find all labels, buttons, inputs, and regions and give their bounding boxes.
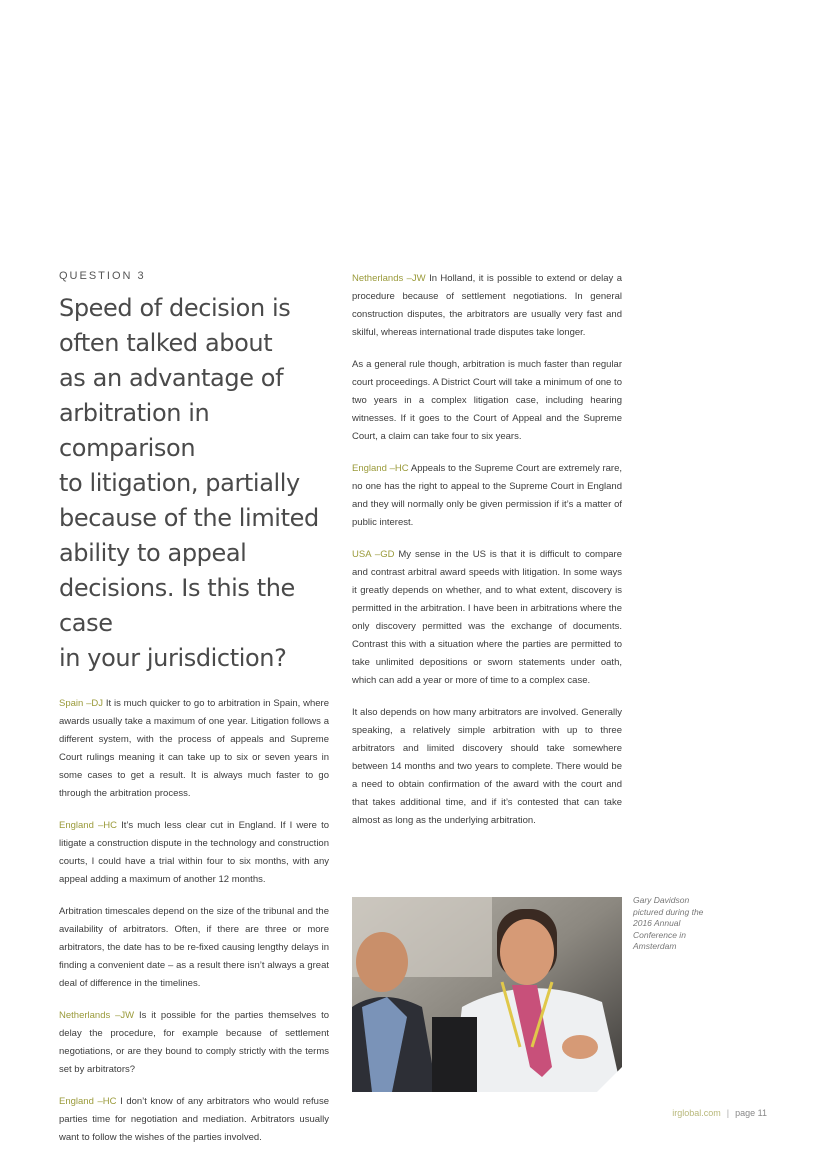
right-column — [352, 270, 622, 844]
photo-illustration — [352, 897, 622, 1092]
speaker-label: Spain –DJ — [59, 698, 104, 709]
paragraph-text: My sense in the US is that it is difficult to compare and contrast arbitral award speeds with litigation. In some ways it greatly depends on whether, and to what extent, discovery is permitted in the arbitration. I have been in arbitrations where the only discovery permitted was the exchange of documents. Contrast this with a situation where the parties are permitted to take unlimited depositions or sworn statements under oath, which can add a year or more of time to a complex case. — [352, 549, 622, 686]
headline-line: arbitration in comparison — [59, 399, 210, 462]
question-headline — [59, 291, 329, 676]
page-footer — [672, 1108, 767, 1118]
page-number: page 11 — [735, 1108, 767, 1118]
headline-line: decisions. Is this the case — [59, 574, 295, 637]
speaker-label: Netherlands –JW — [352, 273, 426, 284]
speaker-label: England –HC — [59, 820, 117, 831]
answer-paragraph — [352, 270, 622, 342]
answer-paragraph — [352, 460, 622, 532]
headline-line: as an advantage of — [59, 364, 284, 392]
paragraph-text: It’s much less clear cut in England. If I were to litigate a construction dispute in the technology and construction courts, I could have a trial within four to six months, with any appeal adding a maximum of another 12 months. — [59, 820, 329, 885]
answer-paragraph — [59, 1007, 329, 1079]
paragraph-text: In Holland, it is possible to extend or delay a procedure because of settlement negotiations. In general construction disputes, the arbitrators are usually very fast and skilful, whereas international trade disputes take longer. — [352, 273, 622, 338]
paragraph-text: Appeals to the Supreme Court are extremely rare, no one has the right to appeal to the Supreme Court in England and they will normally only be given permission if it’s a matter of public interest. — [352, 463, 622, 528]
conference-photo — [352, 897, 622, 1092]
answer-paragraph — [352, 356, 622, 446]
headline-line: to litigation, partially — [59, 469, 300, 497]
answer-paragraph — [352, 546, 622, 690]
headline-line: because of the limited — [59, 504, 319, 532]
speaker-label: USA –GD — [352, 549, 395, 560]
answer-paragraph — [352, 704, 622, 830]
footer-site-link[interactable]: irglobal.com — [672, 1108, 721, 1118]
paragraph-text: Arbitration timescales depend on the size of the tribunal and the availability of arbitrators. Often, if there are three or more arbitrators, the date has to be re-fixed causing lengthy delays in finding a convenient date – as a result there isn’t always a great deal of difference in the timelines. — [59, 906, 329, 989]
speaker-label: Netherlands –JW — [59, 1010, 135, 1021]
paragraph-text: As a general rule though, arbitration is much faster than regular court proceedings. A District Court will take a minimum of one to two years in a complex litigation case, including hearing witnesses. If it goes to the Court of Appeal and the Supreme Court, a claim can take four to six years. — [352, 359, 622, 442]
paragraph-text: I don’t know of any arbitrators who would refuse parties time for negotiation and mediation. Arbitrators usually want to follow the wishes of the parties involved. — [59, 1096, 330, 1143]
footer-separator: | — [726, 1108, 730, 1118]
question-label: QUESTION 3 — [59, 270, 146, 282]
photo-caption: Gary Davidson pictured during the 2016 Annual Conference in Amsterdam — [633, 895, 704, 951]
paragraph-text: Is it possible for the parties themselves to delay the procedure, for example because of settlement negotiations, or are they bound to comply strictly with the terms set by arbitrators? — [59, 1010, 329, 1075]
headline-line: in your jurisdiction? — [59, 644, 287, 672]
headline-line: Speed of decision is — [59, 294, 291, 322]
headline-line: often talked about — [59, 329, 273, 357]
answer-paragraph — [59, 1093, 329, 1147]
answer-paragraph — [59, 695, 329, 803]
speaker-label: England –HC — [59, 1096, 117, 1107]
answer-paragraph — [59, 903, 329, 993]
speaker-label: England –HC — [352, 463, 409, 474]
paragraph-text: It also depends on how many arbitrators are involved. Generally speaking, a relatively simple arbitration with up to three arbitrators and limited discovery should take somewhere between 14 months and two years to complete. There would be a need to obtain confirmation of the award with the court and that takes additional time, and if it’s contested that can take almost as long as the underlying arbitration. — [352, 707, 622, 826]
answer-paragraph — [59, 817, 329, 889]
paragraph-text: It is much quicker to go to arbitration in Spain, where awards usually take a maximum of one year. Litigation follows a different system, with the process of appeals and Supreme Court rulings meaning it can take up to six or seven years in some cases to get a result. It is always much faster to go through the arbitration process. — [59, 698, 329, 799]
headline-line: ability to appeal — [59, 539, 247, 567]
left-column — [59, 270, 329, 1161]
